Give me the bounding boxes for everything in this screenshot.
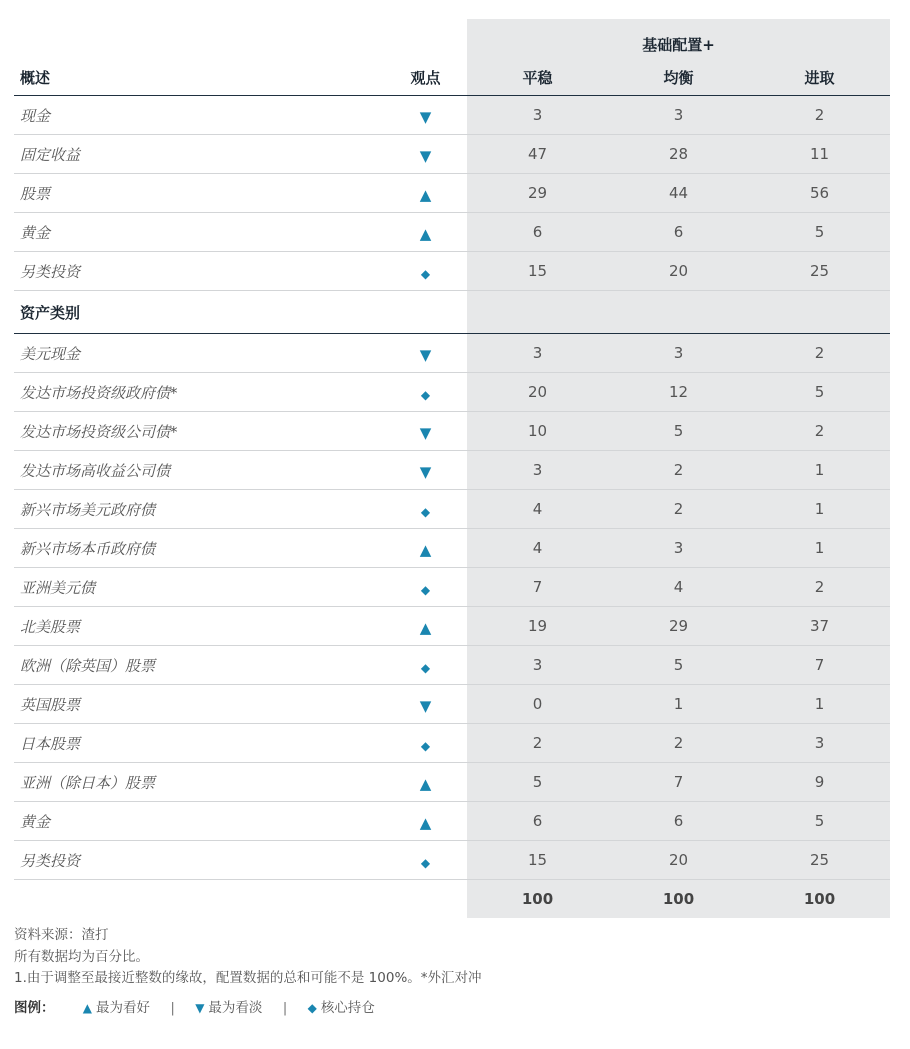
unit-note: 所有数据均为百分比。 <box>14 948 149 965</box>
row-label: 亚洲（除日本）股票 <box>14 763 376 802</box>
diamond-icon: ◆ <box>420 505 431 519</box>
table-row <box>14 412 890 451</box>
allocation-value: 7 <box>749 646 890 685</box>
total-value: 100 <box>467 880 608 919</box>
table-row <box>14 135 890 174</box>
allocation-value: 25 <box>749 252 890 291</box>
allocation-value: 25 <box>749 841 890 880</box>
allocation-value: 47 <box>467 135 608 174</box>
footnotes <box>14 925 894 990</box>
allocation-value: 3 <box>467 96 608 135</box>
row-label: 发达市场投资级公司债* <box>14 412 376 451</box>
allocation-table-container <box>14 19 890 918</box>
view-cell <box>376 646 467 685</box>
allocation-value: 3 <box>467 334 608 373</box>
allocation-value: 44 <box>608 174 749 213</box>
header-row <box>14 59 890 96</box>
table-row <box>14 490 890 529</box>
row-label: 亚洲美元债 <box>14 568 376 607</box>
view-cell <box>376 135 467 174</box>
row-label: 日本股票 <box>14 724 376 763</box>
row-label: 现金 <box>14 96 376 135</box>
row-label: 股票 <box>14 174 376 213</box>
view-cell <box>376 763 467 802</box>
arrow-down-icon: ▼ <box>419 463 432 481</box>
arrow-down-icon: ▼ <box>419 147 432 165</box>
allocation-value: 2 <box>608 724 749 763</box>
allocation-value: 20 <box>467 373 608 412</box>
view-cell <box>376 373 467 412</box>
allocation-value: 56 <box>749 174 890 213</box>
row-label: 美元现金 <box>14 334 376 373</box>
allocation-value: 20 <box>608 252 749 291</box>
allocation-value: 1 <box>749 451 890 490</box>
row-label: 英国股票 <box>14 685 376 724</box>
legend-label-least-preferred: 最为看淡 <box>208 1000 263 1016</box>
allocation-value: 2 <box>749 96 890 135</box>
view-cell <box>376 568 467 607</box>
row-label: 发达市场投资级政府债* <box>14 373 376 412</box>
allocation-value: 29 <box>608 607 749 646</box>
total-row <box>14 880 890 919</box>
row-label: 固定收益 <box>14 135 376 174</box>
column-header-overview: 概述 <box>14 59 376 96</box>
allocation-value: 4 <box>467 490 608 529</box>
table-row <box>14 802 890 841</box>
row-label: 另类投资 <box>14 841 376 880</box>
allocation-value: 15 <box>467 841 608 880</box>
table-row <box>14 607 890 646</box>
arrow-up-icon: ▲ <box>419 225 432 243</box>
total-value: 100 <box>749 880 890 919</box>
allocation-value: 6 <box>467 802 608 841</box>
allocation-value: 37 <box>749 607 890 646</box>
allocation-value: 15 <box>467 252 608 291</box>
view-cell <box>376 213 467 252</box>
arrow-up-icon: ▲ <box>82 1001 93 1015</box>
diamond-icon: ◆ <box>420 856 431 870</box>
legend <box>14 996 375 1016</box>
allocation-value: 2 <box>467 724 608 763</box>
allocation-value: 12 <box>608 373 749 412</box>
view-cell <box>376 490 467 529</box>
column-header-balanced: 均衡 <box>608 59 749 96</box>
group-header: 基础配置+ <box>467 19 890 59</box>
header-group-row <box>14 19 890 59</box>
table-row <box>14 841 890 880</box>
allocation-value: 5 <box>749 373 890 412</box>
allocation-value: 10 <box>467 412 608 451</box>
table-row <box>14 646 890 685</box>
diamond-icon: ◆ <box>307 1001 317 1015</box>
diamond-icon: ◆ <box>420 388 431 402</box>
allocation-value: 11 <box>749 135 890 174</box>
table-row <box>14 451 890 490</box>
section-title: 资产类别 <box>14 291 376 334</box>
view-cell <box>376 174 467 213</box>
allocation-value: 2 <box>749 334 890 373</box>
allocation-value: 6 <box>608 802 749 841</box>
allocation-value: 1 <box>749 490 890 529</box>
row-label: 发达市场高收益公司债 <box>14 451 376 490</box>
legend-label-core: 核心持仓 <box>320 1000 375 1016</box>
allocation-value: 3 <box>749 724 890 763</box>
table-row <box>14 568 890 607</box>
legend-divider: | <box>170 1000 175 1016</box>
legend-divider: | <box>282 1000 288 1016</box>
view-cell <box>376 841 467 880</box>
allocation-value: 28 <box>608 135 749 174</box>
allocation-value: 3 <box>467 451 608 490</box>
arrow-up-icon: ▲ <box>419 186 432 204</box>
table-row <box>14 529 890 568</box>
allocation-value: 3 <box>608 334 749 373</box>
arrow-up-icon: ▲ <box>419 775 432 793</box>
column-header-conservative: 平稳 <box>467 59 608 96</box>
view-cell <box>376 252 467 291</box>
allocation-value: 29 <box>467 174 608 213</box>
arrow-down-icon: ▼ <box>419 697 432 715</box>
arrow-up-icon: ▲ <box>419 814 432 832</box>
table-row <box>14 213 890 252</box>
diamond-icon: ◆ <box>420 583 431 597</box>
allocation-value: 5 <box>749 802 890 841</box>
view-cell <box>376 334 467 373</box>
row-label: 黄金 <box>14 802 376 841</box>
allocation-value: 0 <box>467 685 608 724</box>
view-cell <box>376 412 467 451</box>
allocation-value: 2 <box>608 490 749 529</box>
row-label: 北美股票 <box>14 607 376 646</box>
table-row <box>14 96 890 135</box>
allocation-value: 20 <box>608 841 749 880</box>
view-cell <box>376 724 467 763</box>
table-row <box>14 685 890 724</box>
total-value: 100 <box>608 880 749 919</box>
allocation-value: 6 <box>608 213 749 252</box>
view-cell <box>376 685 467 724</box>
rounding-note: 1.由于调整至最接近整数的缘故，配置数据的总和可能不是 100%。*外汇对冲 <box>14 970 482 986</box>
allocation-value: 4 <box>467 529 608 568</box>
row-label: 新兴市场本币政府债 <box>14 529 376 568</box>
diamond-icon: ◆ <box>420 739 431 753</box>
allocation-value: 2 <box>608 451 749 490</box>
table-row <box>14 373 890 412</box>
arrow-down-icon: ▼ <box>195 1001 205 1015</box>
arrow-down-icon: ▼ <box>419 108 432 126</box>
allocation-value: 9 <box>749 763 890 802</box>
allocation-value: 5 <box>608 646 749 685</box>
table-row <box>14 252 890 291</box>
allocation-value: 5 <box>749 213 890 252</box>
allocation-value: 1 <box>749 529 890 568</box>
arrow-up-icon: ▲ <box>419 541 432 559</box>
allocation-table <box>14 19 890 918</box>
table-row <box>14 334 890 373</box>
section-row <box>14 291 890 334</box>
allocation-value: 2 <box>749 412 890 451</box>
allocation-value: 3 <box>467 646 608 685</box>
arrow-down-icon: ▼ <box>419 424 432 442</box>
table-row <box>14 174 890 213</box>
allocation-value: 19 <box>467 607 608 646</box>
view-cell <box>376 451 467 490</box>
view-cell <box>376 96 467 135</box>
row-label: 黄金 <box>14 213 376 252</box>
allocation-value: 3 <box>608 529 749 568</box>
column-header-aggressive: 进取 <box>749 59 890 96</box>
diamond-icon: ◆ <box>420 661 431 675</box>
row-label: 新兴市场美元政府债 <box>14 490 376 529</box>
allocation-value: 4 <box>608 568 749 607</box>
allocation-value: 6 <box>467 213 608 252</box>
arrow-up-icon: ▲ <box>419 619 432 637</box>
allocation-value: 7 <box>467 568 608 607</box>
source-note: 资料来源：渣打 <box>14 927 109 943</box>
allocation-value: 5 <box>467 763 608 802</box>
table-row <box>14 763 890 802</box>
row-label: 另类投资 <box>14 252 376 291</box>
view-cell <box>376 607 467 646</box>
legend-title: 图例： <box>14 1000 55 1016</box>
view-cell <box>376 529 467 568</box>
allocation-value: 2 <box>749 568 890 607</box>
column-header-view: 观点 <box>376 59 467 96</box>
legend-label-preferred: 最为看好 <box>96 1000 151 1016</box>
allocation-value: 1 <box>608 685 749 724</box>
diamond-icon: ◆ <box>420 267 431 281</box>
row-label: 欧洲（除英国）股票 <box>14 646 376 685</box>
allocation-value: 5 <box>608 412 749 451</box>
allocation-value: 1 <box>749 685 890 724</box>
view-cell <box>376 802 467 841</box>
arrow-down-icon: ▼ <box>419 346 432 364</box>
allocation-value: 7 <box>608 763 749 802</box>
table-row <box>14 724 890 763</box>
allocation-value: 3 <box>608 96 749 135</box>
